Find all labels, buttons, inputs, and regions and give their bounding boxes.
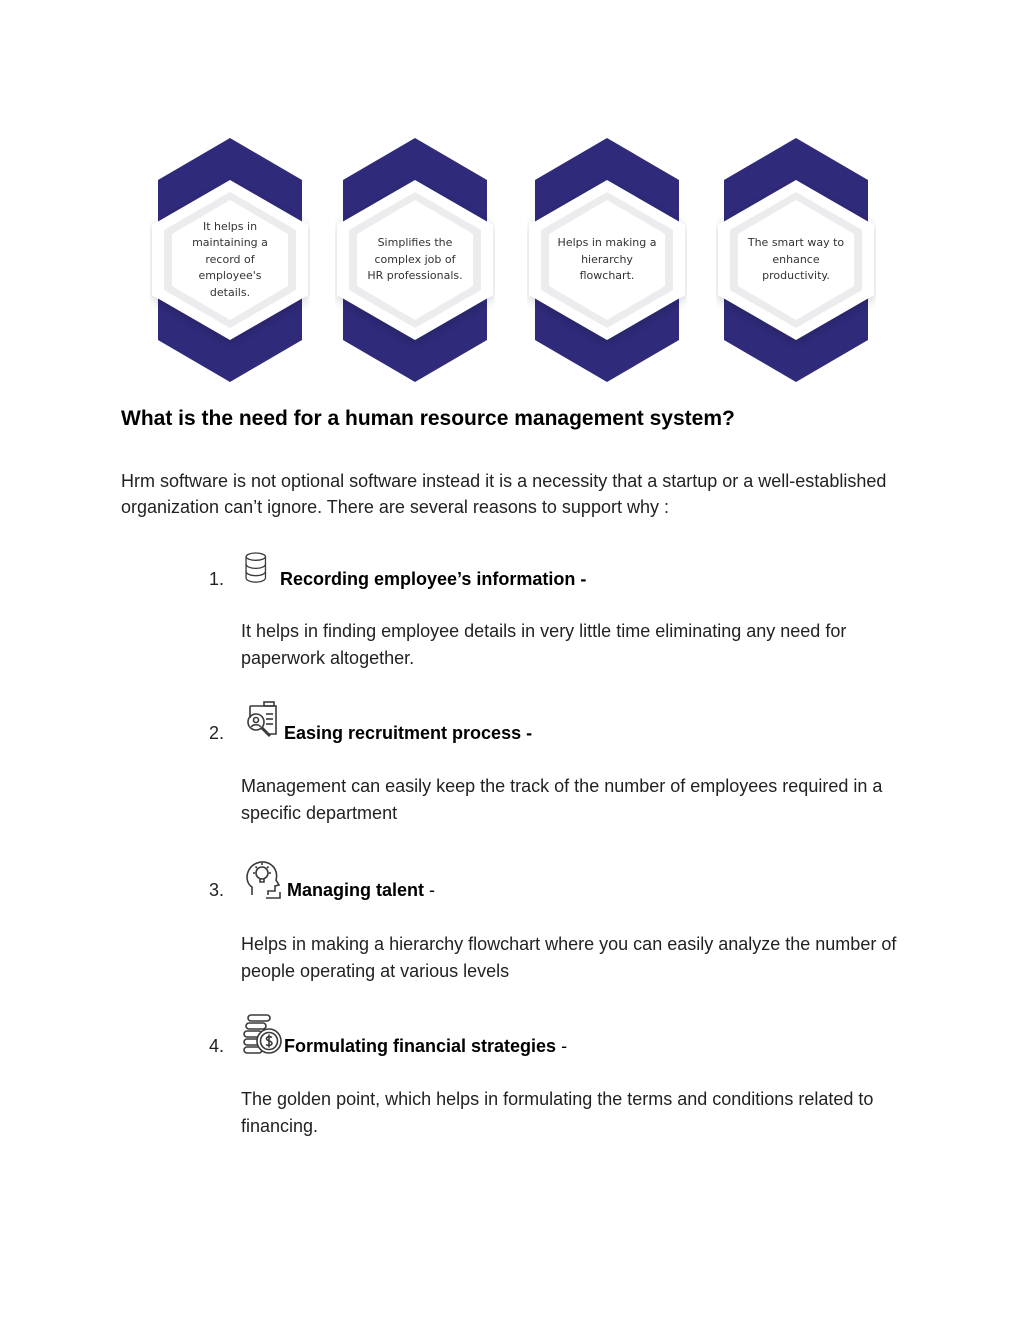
list-number: 2. [209,723,225,743]
intro-paragraph: Hrm software is not optional software instead it is a necessity that a startup or a well-established organization can’t ignore. There are several reasons to support why : [121,471,887,517]
list-item-description: It helps in finding employee details in very little time eliminating any need for paperwork altogether. [241,621,847,668]
list-number: 4. [209,1036,225,1056]
list-number: 1. [209,569,225,589]
idea-head-icon [242,857,284,899]
list-item-title-text: Recording employee’s information - [280,569,587,589]
hexagon-card [335,132,495,388]
hexagon-text: The smart way to enhance productivity. [747,236,845,283]
list-item-header [209,857,909,901]
resume-search-icon [242,700,284,742]
list-item-title [284,1035,567,1057]
list-item-title-text: Formulating financial strategies [284,1036,557,1056]
hexagon-card [527,132,687,388]
list-item-description: The golden point, which helps in formulating the terms and conditions related to financing. [241,1089,874,1136]
hexagon-card [716,132,876,388]
section-heading: What is the need for a human resource management system? [121,407,735,430]
list-item-title-suffix: - [556,1036,568,1056]
list-item-title-text: Easing recruitment process - [284,723,533,743]
hexagon-infographic [140,132,900,388]
hexagon-card [150,132,310,388]
list-item-title [280,568,586,590]
coins-dollar-icon [242,1013,284,1055]
list-item-description: Helps in making a hierarchy flowchart where you can easily analyze the number of people operating at various levels [241,934,897,981]
list-item-header [209,700,909,744]
list-item-title [284,722,532,744]
hexagon-text: It helps in maintaining a record of employee's details. [192,219,268,299]
hexagon-text: Simplifies the complex job of HR professionals. [367,236,463,283]
list-item-title-suffix: - [424,880,436,900]
list-item-title-text: Managing talent [287,880,425,900]
list-item-title [287,879,435,901]
database-icon [242,550,276,586]
list-item-description: Management can easily keep the track of the number of employees required in a specific department [241,776,883,823]
list-item-header [209,546,909,590]
list-item-header [209,1013,909,1057]
hexagon-text: Helps in making a hierarchy flowchart. [557,236,657,283]
list-number: 3. [209,880,225,900]
